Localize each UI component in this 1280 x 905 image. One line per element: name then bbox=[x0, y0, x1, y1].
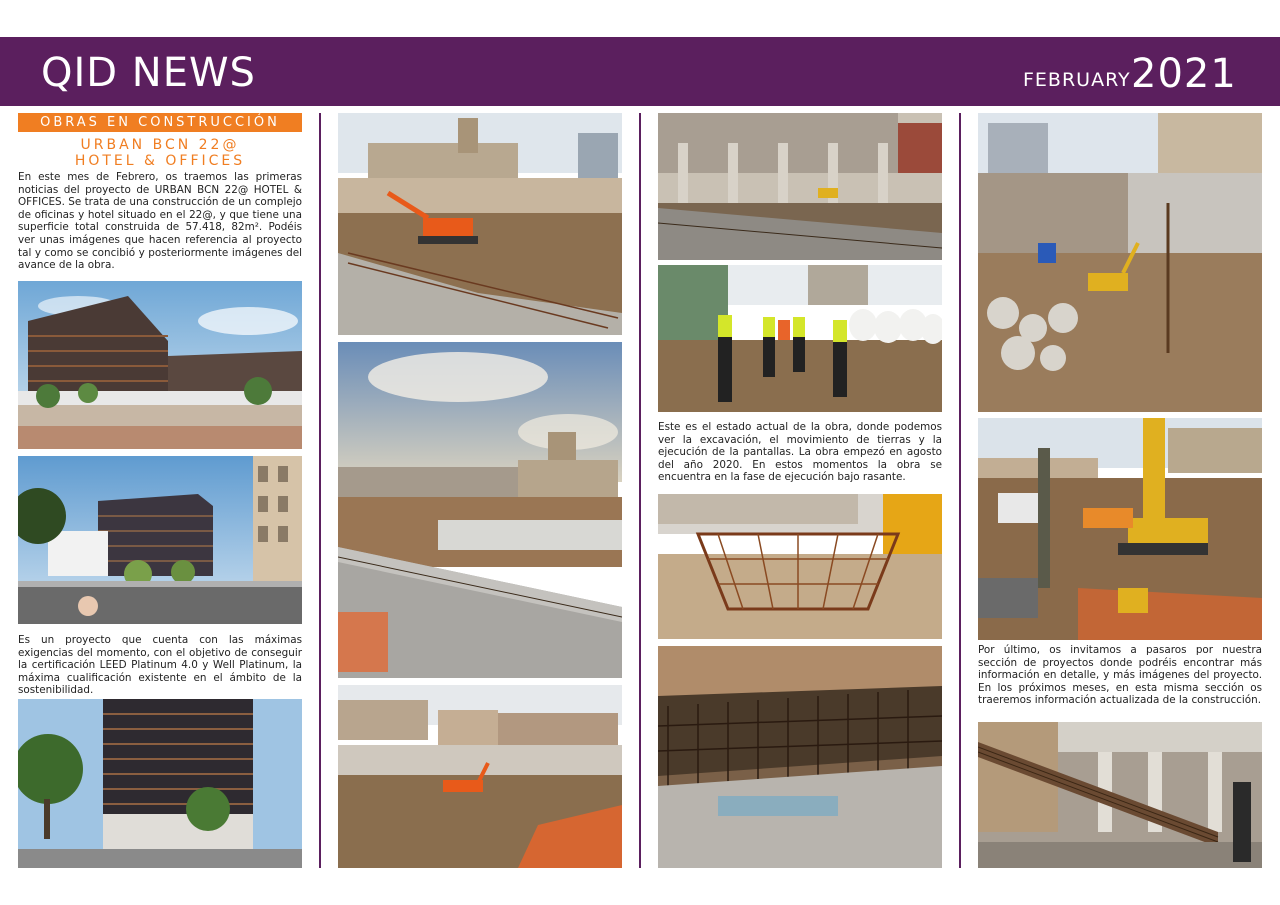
construction-photo bbox=[658, 494, 942, 639]
render-photo bbox=[18, 699, 302, 868]
construction-photo bbox=[338, 685, 622, 868]
construction-photo bbox=[978, 418, 1262, 640]
section-tag: OBRAS EN CONSTRUCCIÓN bbox=[18, 113, 302, 132]
project-title bbox=[18, 137, 302, 169]
closing-paragraph: Por último, os invitamos a pasaros por nuestra sección de proyectos donde podréis encontrar más información en detalle, y más imágenes del proyecto. En los próximos meses, en esta misma sección os traeremos información actualizada de la construcción. bbox=[978, 644, 1262, 707]
column-divider bbox=[319, 113, 321, 868]
column-divider bbox=[639, 113, 641, 868]
certification-paragraph: Es un proyecto que cuenta con las máximas exigencias del momento, con el objetivo de conseguir la certificación LEED Platinum 4.0 y Well Platinum, la máxima cualificación existente en el ámbito de la sostenibilidad. bbox=[18, 634, 302, 697]
issue-month: FEBRUARY bbox=[1023, 69, 1131, 91]
construction-photo bbox=[658, 113, 942, 260]
construction-photo bbox=[978, 722, 1262, 868]
construction-photo bbox=[338, 113, 622, 335]
construction-photo bbox=[658, 265, 942, 412]
issue-year: 2021 bbox=[1131, 51, 1237, 97]
project-title-line: URBAN BCN 22@ bbox=[80, 137, 240, 153]
column-divider bbox=[959, 113, 961, 868]
render-photo bbox=[18, 456, 302, 624]
brand-title: QID NEWS bbox=[41, 50, 256, 96]
status-paragraph: Este es el estado actual de la obra, donde podemos ver la excavación, el movimiento de tierras y la ejecución de la pantallas. La obra empezó en agosto del año 2020. En estos momentos la obra se encuentra en la fase de ejecución bajo rasante. bbox=[658, 421, 942, 484]
construction-photo bbox=[338, 342, 622, 678]
intro-paragraph: En este mes de Febrero, os traemos las primeras noticias del proyecto de URBAN BCN 22@ HOTEL & OFFICES. Se trata de una construcción de un complejo de oficinas y hotel situado en el 22@, y que tiene una superficie total construida de 57.418, 82m². Podéis ver unas imágenes que hacen referencia al proyecto tal y como se concibió y posteriormente imágenes del avance de la obra. bbox=[18, 171, 302, 272]
render-photo bbox=[18, 281, 302, 449]
project-title-line: HOTEL & OFFICES bbox=[74, 153, 246, 169]
construction-photo bbox=[658, 646, 942, 868]
construction-photo bbox=[978, 113, 1262, 412]
